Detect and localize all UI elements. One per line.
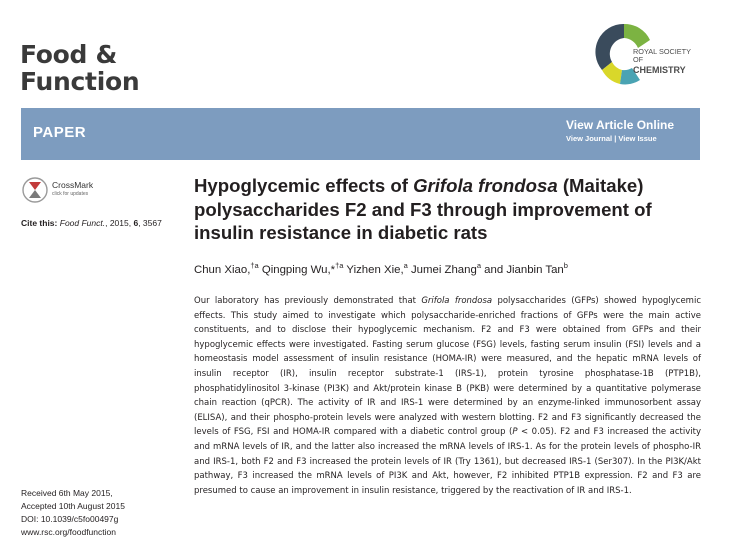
rsc-logo[interactable]: [594, 18, 706, 90]
author-affiliation: †a: [335, 261, 344, 270]
author-name: Qingping Wu,*: [258, 263, 336, 276]
citation-journal: Food Funct.: [59, 218, 106, 228]
article-title-species: Grifola frondosa: [413, 175, 558, 196]
abstract-paragraph: [194, 294, 701, 498]
citation-page: , 3567: [138, 218, 162, 228]
author-affiliation: b: [563, 261, 568, 270]
abstract: [194, 294, 701, 498]
author-affiliation: †a: [250, 261, 259, 270]
banner-sublinks: [566, 133, 674, 145]
view-journal-link[interactable]: View Journal: [566, 134, 613, 143]
article-title-part1: Hypoglycemic effects of: [194, 175, 414, 196]
rsc-wordmark-line3: CHEMISTRY: [633, 64, 686, 75]
view-article-online-link[interactable]: View Article Online: [566, 118, 675, 132]
author-name: Yizhen Xie,: [343, 263, 404, 276]
article-history: [21, 487, 125, 539]
author-name: Chun Xiao,: [194, 263, 251, 276]
received-date: Received 6th May 2015,: [21, 488, 113, 498]
abstract-p-value: P: [512, 427, 518, 438]
crossmark-sublabel: click for updates: [52, 191, 89, 197]
view-issue-link[interactable]: View Issue: [618, 134, 657, 143]
citation-label: Cite this:: [21, 218, 58, 228]
journal-title-line2: Function: [20, 67, 140, 96]
banner-link-separator: |: [612, 134, 619, 143]
rsc-wordmark-line1: ROYAL SOCIETY: [633, 47, 691, 56]
author-affiliation: a: [403, 261, 408, 270]
rsc-wordmark-line2: OF: [633, 55, 644, 65]
crossmark-label: CrossMark: [52, 180, 94, 190]
article-title-part2: (Maitake) polysaccharides F2 and F3 through improvement of insulin resistance in diabetic rats: [194, 175, 652, 243]
journal-title: [20, 41, 139, 95]
rsc-emblem-center: [613, 43, 635, 65]
doi[interactable]: DOI: 10.1039/c5fo00497g: [21, 514, 119, 524]
rsc-wordmark: [633, 48, 691, 75]
abstract-text-1: Our laboratory has previously demonstrated that: [194, 296, 422, 306]
article-title: [194, 174, 714, 245]
citation-year: , 2015,: [105, 218, 134, 228]
abstract-text-2: polysaccharides (GFPs) showed hypoglycemic effects. This study aimed to investigate which polysaccharide-enriched fractions of GFPs were the main active constituents, and to disclose their hypoglycemic mechanism. F2 and F3 were obtained from GFPs and their hypoglycemic effects were investigated. Fasting serum glucose (FSG) levels, fasting serum insulin (FSI) levels and a homeostasis model assessment of insulin resistance (HOMA-IR) were measured, and the hepatic mRNA levels of insulin receptor (IR), insulin receptor substrate-1 (IRS-1), protein tyrosine phosphatase-1B (PTP1B), phosphatidylinositol 3-kinase (PI3K) and Akt/protein kinase B (PKB) were determined by a quantitative polymerase chain reaction (qPCR). The activity of IR and IRS-1 were determined by an enzyme-linked immunosorbent assay (ELISA), and their phospho-protein levels were analyzed with western blotting. F2 and F3 significantly decreased the levels of FSG, FSI and HOMA-IR compared with a diabetic control group (: [194, 296, 701, 438]
abstract-text-3: < 0.05). F2 and F3 increased the activity and mRNA levels of IR, and the latter also increased the mRNA levels of IRS-1. As for the protein levels of phospho-IR and IRS-1, both F2 and F3 increased the protein levels of IR (Try 1361), but decreased IRS-1 (Ser307). In the PI3K/Akt pathway, F3 increased the mRNA levels of PI3K and Akt, however, F2 inhibited PTP1B expression. F2 and F3 are presumed to cause an improvement in insulin resistance, triggered by the reactivation of IR and IRS-1.: [194, 427, 701, 496]
banner-links: [566, 118, 674, 145]
abstract-species: Grifola frondosa: [421, 296, 493, 306]
author-name: and Jianbin Tan: [480, 263, 564, 276]
crossmark-badge[interactable]: [22, 176, 108, 204]
author-affiliation: a: [476, 261, 481, 270]
author-list: [194, 261, 568, 276]
article-type-label: PAPER: [33, 124, 87, 141]
citation-volume: 6: [133, 218, 139, 228]
article-type-banner: [21, 108, 700, 160]
accepted-date: Accepted 10th August 2015: [21, 501, 125, 511]
citation: [21, 218, 162, 228]
author-name: Jumei Zhang: [407, 263, 477, 276]
journal-title-line1: Food &: [20, 40, 118, 69]
crossmark-icon: [22, 176, 48, 204]
journal-url[interactable]: www.rsc.org/foodfunction: [21, 527, 116, 537]
